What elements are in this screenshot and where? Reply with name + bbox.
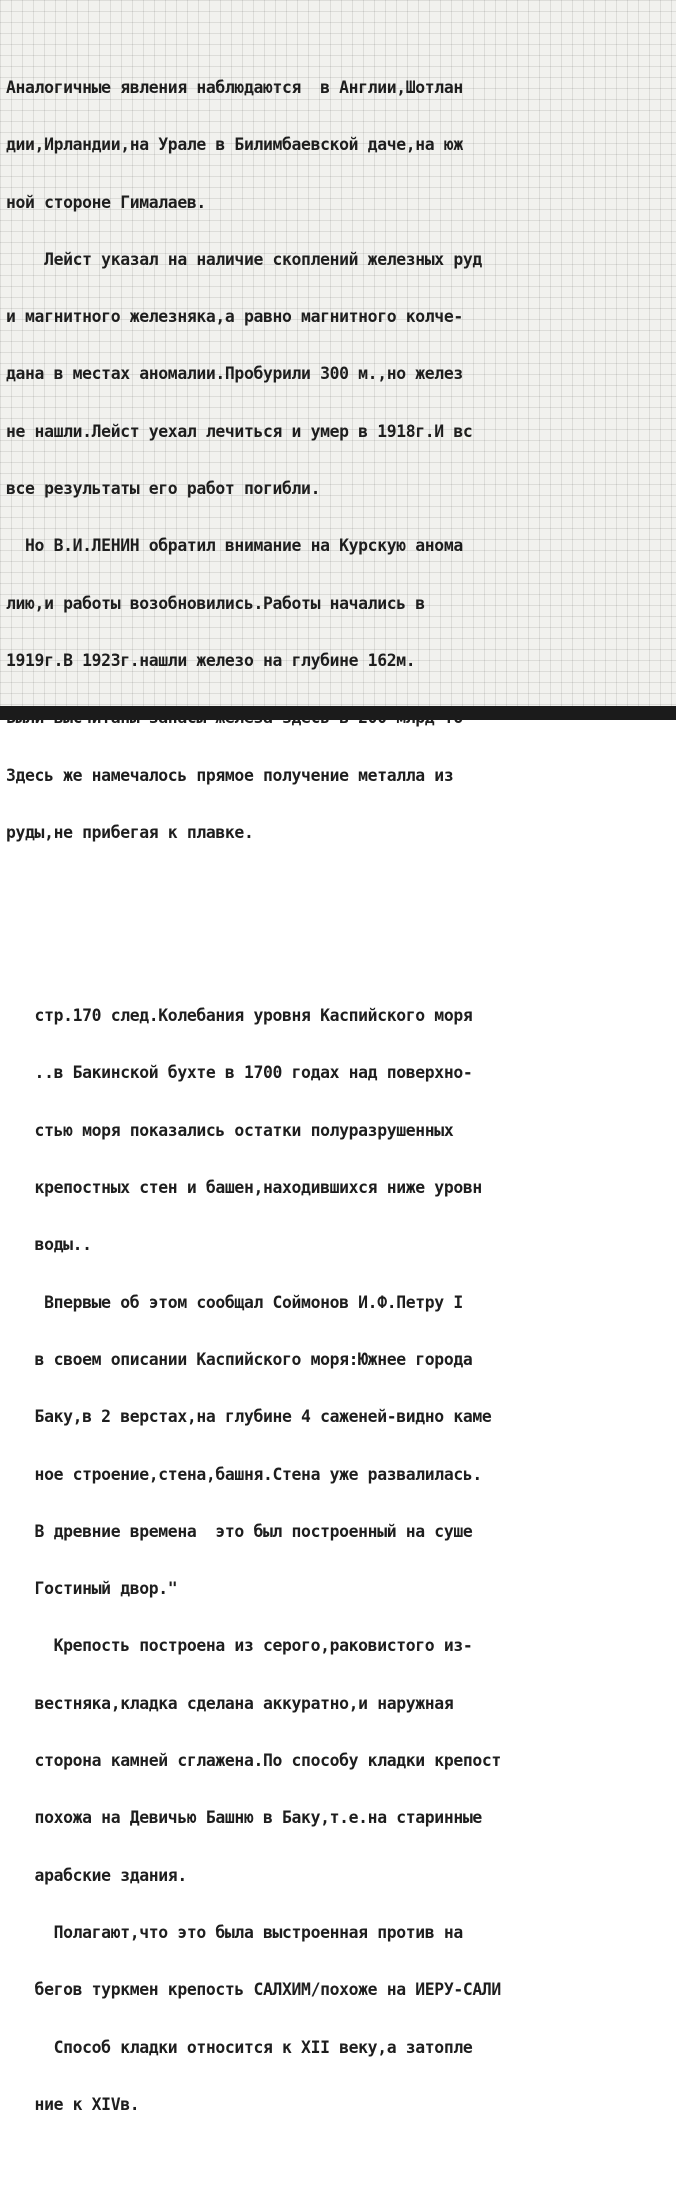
text-line: стью моря показались остатки полуразрушенных	[6, 1120, 454, 1140]
text-line: 1919г.В 1923г.нашли железо на глубине 162м.	[6, 650, 416, 670]
text-line: Впервые об этом сообщал Соймонов И.Ф.Петру I	[6, 1292, 463, 1312]
text-line: в своем описании Каспийского моря:Южнее города	[6, 1349, 473, 1369]
paragraph-caspian-sea-level	[6, 968, 672, 2152]
text-line: Полагают,что это была выстроенная против на	[6, 1922, 463, 1942]
text-line: и магнитного железняка,а равно магнитного колче-	[6, 307, 463, 327]
text-line: Здесь же намечалось прямое получение металла из	[6, 765, 454, 785]
text-line: стр.170 след.Колебания уровня Каспийского моря	[6, 1006, 473, 1026]
text-line: В древние времена это был построенный на суше	[6, 1521, 473, 1541]
text-line: крепостных стен и башен,находившихся ниже уровн	[6, 1178, 482, 1198]
text-line: дана в местах аномалии.Пробурили 300 м.,но желез	[6, 364, 463, 384]
text-line: Гостиный двор."	[6, 1579, 178, 1599]
text-line: Но В.И.ЛЕНИН обратил внимание на Курскую анома	[6, 536, 463, 556]
text-line: воды..	[6, 1235, 92, 1255]
paragraph-aeromagnetic-anomaly	[6, 40, 672, 880]
text-line: ние к XIVв.	[6, 2094, 140, 2114]
text-line: похожа на Девичью Башню в Баку,т.е.на старинные	[6, 1808, 482, 1828]
text-line: Способ кладки относится к XII веку,а затопле	[6, 2037, 473, 2057]
paragraph-gap	[6, 918, 672, 930]
text-line: бегов туркмен крепость САЛХИМ/похоже на ИЕРУ-САЛИ	[6, 1980, 501, 2000]
text-line: арабские здания.	[6, 1865, 187, 1885]
text-line: ное строение,стена,башня.Стена уже развалилась.	[6, 1464, 482, 1484]
text-line: дии,Ирландии,на Урале в Билимбаевской даче,на юж	[6, 135, 463, 155]
text-line: сторона камней сглажена.По способу кладки крепост	[6, 1751, 501, 1771]
text-line: лию,и работы возобновились.Работы начались в	[6, 593, 425, 613]
text-line: ..в Бакинской бухте в 1700 годах над поверхно-	[6, 1063, 473, 1083]
text-line: Баку,в 2 верстах,на глубине 4 саженей-видно каме	[6, 1407, 492, 1427]
text-line: не нашли.Лейст уехал лечиться и умер в 1918г.И вс	[6, 421, 473, 441]
text-line: Лейст указал на наличие скоплений железных руд	[6, 249, 482, 269]
text-line: ной стороне Гималаев.	[6, 192, 206, 212]
typed-text	[6, 2, 672, 2190]
text-line: руды,не прибегая к плавке.	[6, 822, 254, 842]
scan-bottom-edge	[0, 706, 676, 720]
text-line: все результаты его работ погибли.	[6, 479, 321, 499]
text-line: Аналогичные явления наблюдаются в Англии,Шотлан	[6, 78, 463, 97]
text-line: вестняка,кладка сделана аккуратно,и наружная	[6, 1693, 454, 1713]
text-line: Крепость построена из серого,раковистого из-	[6, 1636, 473, 1656]
